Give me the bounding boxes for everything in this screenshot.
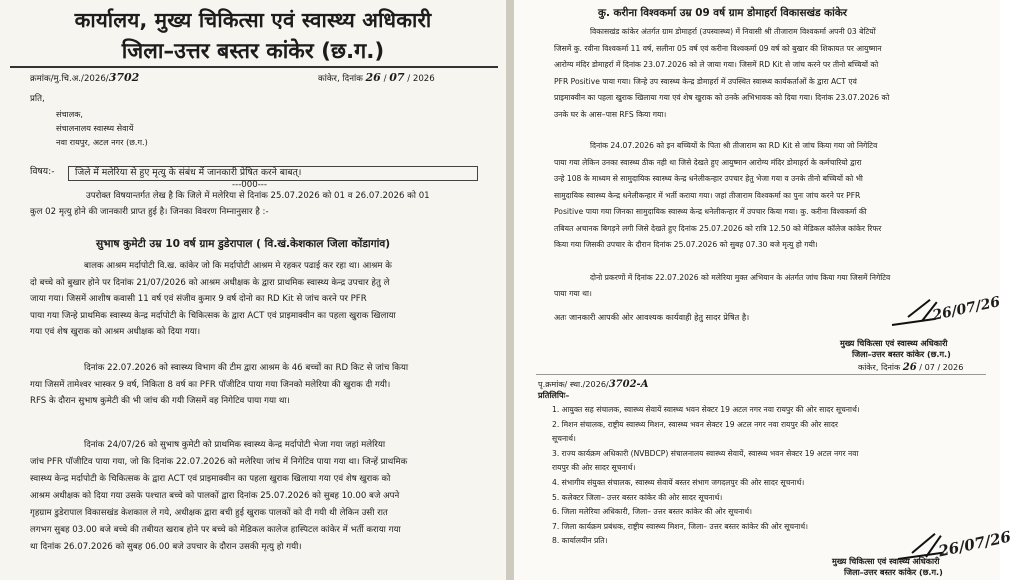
text-line: जाया गया। जिसमें आशीष कवासी 11 वर्ष एवं संजीव कुमार 9 वर्ष दोनो का RD Kit से जांच करने पर PFR — [30, 294, 367, 304]
section-rule — [536, 374, 986, 375]
text-line: 8. कार्यालयीन प्रति। — [552, 536, 608, 546]
page-gutter — [506, 0, 514, 580]
text-line: था दिनांक 26.07.2026 को सुबह 06.00 बजे उपचार के दौरान उसकी मृत्यु हो गयी। — [30, 542, 302, 552]
text-line: 4. संभागीय संयुक्त संचालक, स्वास्थ्य सेवायें बस्तर संभाग जगदलपुर की ओर सादर सूचनार्थ। — [552, 478, 805, 487]
subject-text: जिले में मलेरिया से हुए मृत्यु के संबंध में जानकारी प्रेषित करने बाबत्। — [68, 166, 478, 181]
text-line: RFS के दौरान सुभाष कुमेटी की भी जांच की गयी जिसमें वह निगेटिव पाया गया था। — [30, 396, 290, 406]
subject-label: विषय:- — [30, 166, 55, 177]
text-line: पाया गया लेकिन उनका स्वास्थ्य ठीक नही था जिसे देखते हुए आयुष्मान आरोग्य मंदिर डोमाहर्रा के कर्मचारियो द्वारा — [554, 157, 862, 167]
letter-page-left — [0, 0, 506, 580]
letter-date: कांकेर, दिनांक 26 / 07 / 2026 — [318, 71, 435, 84]
endorsement-reference: पृ.क्रमांक/ स्था./2026/3702-A — [538, 379, 649, 390]
text-line: संचालनालय स्वास्थ्य सेवायें — [56, 123, 134, 133]
text-line: बालक आश्रम मर्दापोटी वि.ख. कांकेर जो कि मर्दापोटी आश्रम मे रहकर पढाई कर रहा था। आश्रम के — [84, 261, 392, 271]
text-line: जांच PFR पॉजीटिव पाया गया, जो कि दिनांक 22.07.2026 को मलेरिया जांच में निगेटिव पाया गया था। जिन्हें प्राथमिक — [30, 457, 408, 467]
text-line: PFR Positive पाया गया। जिन्हे उप स्वास्थ्य केन्द्र डोमाहर्रा में उपस्थित स्वास्थ्य कार्यकर्ताओं के द्वारा ACT एवं — [554, 76, 857, 86]
text-line: जिसमें कु. रवीना विश्वकर्मा 11 वर्ष, सलीना 05 वर्ष एवं करीना विश्वकर्मा 09 वर्ष को बुखार की शिकायत पर आयुष्मान — [554, 43, 882, 53]
text-line: गया एवं शेष खुराक को आश्रम अधीक्षक को दिया गया। — [30, 327, 201, 337]
office-header: कार्यालय, मुख्य चिकित्सा एवं स्वास्थ्य अधिकारी — [74, 8, 432, 32]
text-line: उनके घर के आस–पास RFS किया गया। — [554, 109, 667, 119]
signature-date-2: 26/07/26 — [936, 527, 1013, 561]
text-line: 1. आयुक्त सह संचालक, स्वास्थ्य सेवायें स्वास्थ्य भवन सेक्टर 19 अटल नगर नवा रायपुर की ओर सादर सूचनार्थ। — [552, 405, 860, 414]
signature-date-1: 26/07/26 — [931, 294, 1002, 324]
text-line: लगभग सुबह 03.00 बजे बच्चे की तबीयत खराब होने पर बच्चे को मेडिकल कालेज हास्पिटल कांकेर में भर्ती कराया गया — [30, 525, 401, 535]
text-line: 2. मिशन संचालक, राष्ट्रीय स्वास्थ्य मिशन, स्वास्थ्य भवन सेक्टर 19 अटल नगर नवा रायपुर की ओर सादर — [552, 419, 839, 429]
text-line: सामुदायिक स्वास्थ्य केन्द्र धनेलीकन्हार में भर्ती कराया गया। जहां तीजाराम विश्वकर्मा का पुनः जांच करने पर PFR — [554, 190, 861, 200]
text-line: दिनांक 22.07.2026 को स्वास्थ्य विभाग की टीम द्वारा आश्रम के 46 बच्चों का RD किट से जांच किया — [84, 363, 409, 373]
text-line: उपरोक्त विषयान्तर्गत लेख है कि जिले में मलेरिया से दिनांक 25.07.2026 को 01 व 26.07.2026 को 01 — [86, 191, 430, 201]
signatory-line-1: मुख्य चिकित्सा एवं स्वास्थ्य अधिकारी — [840, 338, 948, 348]
text-line: 5. कलेक्टर जिला– उत्तर बस्तर कांकेर की ओर सादर सूचनार्थ। — [552, 492, 723, 502]
text-line: Positive पाया गया जिनका सामुदायिक स्वास्थ्य केन्द्र धनेलीकन्हार में उपचार किया गया। कु. करीना विश्वकर्मा की — [554, 207, 867, 216]
text-line: किया गया जिसकी उपचार के दौरान दिनांक 25.07.2026 को सुबह 07.30 बजे मृत्यु हो गयी। — [554, 240, 818, 249]
text-line: दो बच्चे को बुखार होने पर दिनांक 21/07/2026 को आश्रम अधीक्षक के द्वारा प्राथमिक स्वास्थ्य केन्द्र उपचार हेतु ले — [30, 277, 390, 288]
text-line: 7. जिला कार्यक्रम प्रबंधक, राष्ट्रीय स्वास्थ्य मिशन, जिला– उत्तर बस्तर कांकेर की ओर सूचनार्थ। — [552, 521, 808, 531]
closing-line: अतः जानकारी आपकी ओर आवश्यक कार्यवाही हेतु सादर प्रेषित है। — [554, 312, 750, 322]
text-line: रायपुर की ओर सादर सूचनार्थ। — [552, 463, 636, 473]
text-line: पाया गया था। — [554, 289, 592, 298]
text-line: प्राइमाक्वीन का पहला खुराक खिलाया गया एवं शेष खुराक को उनके अभिभावक को दिया गया। दिनांक 23.07.2026 को — [554, 93, 890, 102]
reference-number: क्रमांक/मु.चि.अ./2026/3702 — [30, 71, 140, 84]
text-line: दोनो प्रकरणों में दिनांक 22.07.2026 को मलेरिया मुक्त अभियान के अंतर्गत जांच किया गया जिसमें निगेटिव — [590, 273, 891, 282]
text-line: गृहग्राम डुडेरापाल विकासखंड केशकाल ले गये, अधीक्षक द्वारा बची हुई खुराक पालकों को दी गयी थी लेकिन उसी रात — [30, 508, 388, 518]
signatory-line-2: जिला–उत्तर बस्तर कांकेर (छ.ग.) — [852, 349, 951, 359]
text-line: कुल 02 मृत्यु होने की जानकारी प्राप्त हुई है। जिनका विवरण निम्नानुसार है :- — [30, 207, 269, 217]
district-header: जिला–उत्तर बस्तर कांकेर (छ.ग.) — [121, 39, 385, 64]
header-rule — [10, 66, 498, 68]
text-line: विकासखंड कांकेर अंतर्गत ग्राम डोमाहर्रा (उपस्वास्थ्य) में निवासी श्री तीजाराम विश्वकर्मा अपनी 03 बेटियों — [590, 27, 876, 36]
separator: ---000--- — [232, 180, 268, 190]
text-line: आश्रम अधीक्षक को दिया गया उसके पश्चात बच्चे को पालकों द्वारा दिनांक 25.07.2026 को सुबह 10.00 बजे अपने — [30, 491, 400, 501]
copy-label: प्रतिलिपिः– — [538, 390, 570, 400]
case-title-karina: कु. करीना विश्वकर्मा उम्र 09 वर्ष ग्राम डोमाहर्रा विकासखंड कांकेर — [598, 7, 848, 19]
signatory2-line-1: मुख्य चिकित्सा एवं स्वास्थ्य अधिकारी — [832, 556, 940, 566]
text-line: स्वास्थ्य केन्द्र मर्दापोटी के चिकित्सक के द्वारा ACT एवं प्राइमाक्वीन का पहला खुराक खिलाया गया एवं शेष खुराक को — [30, 474, 391, 484]
text-line: उन्हे 108 के माध्यम से सामुदायिक स्वास्थ्य केन्द्र धनेलीकन्हार उपचार हेतु भेजा गया व उनके तीनो बच्चियों को भी — [554, 174, 863, 183]
text-line: तबियत अचानक बिगड़ने लगी जिसे देखते हुए दिनांक 25.07.2026 को रात्रि 12.50 को मेडिकल कॉलेज कांकेर रिफर — [554, 223, 882, 233]
signatory2-line-2: जिला–उत्तर बस्तर कांकेर (छ.ग.) — [844, 567, 943, 577]
text-line: 3. राज्य कार्यक्रम अधिकारी (NVBDCP) संचालनालय स्वास्थ्य सेवायें, स्वास्थ्य भवन सेक्टर 19 अटल नगर नवा — [552, 448, 859, 458]
text-line: गया जिसमें तामेश्वर भास्कर 9 वर्ष, निकिता 8 वर्ष का PFR पॉजीटिव पाया गया जिनको मलेरिया की खुराक दी गयी। — [30, 379, 391, 390]
text-line: सूचनार्थ। — [552, 434, 576, 444]
case-title-subhash: सुभाष कुमेटी उम्र 10 वर्ष ग्राम डुडेरापाल ( वि.खं.केशकाल जिला कोंडागांव) — [96, 238, 391, 250]
text-line: संचालक, — [56, 109, 83, 119]
text-line: आरोग्य मंदिर डोमाहर्रा में दिनांक 23.07.2026 को ले जाया गया। जिसमें RD Kit से जांच करने पर तीनो बच्चियों को — [554, 60, 879, 69]
text-line: नवा रायपुर, अटल नगर (छ.ग.) — [56, 137, 148, 147]
text-line: पाया गया जिन्हे प्राथमिक स्वास्थ्य केन्द्र मर्दापोटी के चिकित्सक के द्वारा ACT एवं प्राइमाक्वीन का पहला खुराक खिलाया — [30, 310, 396, 321]
text-line: दिनांक 24/07/26 को सुभाष कुमेटी को प्राथमिक स्वास्थ्य केन्द्र मर्दापोटी भेजा गया जहां मलेरिया — [84, 440, 386, 450]
text-line: 6. जिला मलेरिया अधिकारी, जिला– उत्तर बस्तर कांकेर की ओर सूचनार्थ। — [552, 507, 752, 517]
letter-page-right — [514, 0, 1013, 580]
text-line: दिनांक 24.07.2026 को इन बच्चियों के पिता श्री तीजाराम का RD Kit से जांच किया गया जो निगेटिव — [590, 141, 878, 150]
right-letter-date: कांकेर, दिनांक 26 / 07 / 2026 — [858, 362, 964, 373]
to-label: प्रति, — [30, 94, 45, 104]
